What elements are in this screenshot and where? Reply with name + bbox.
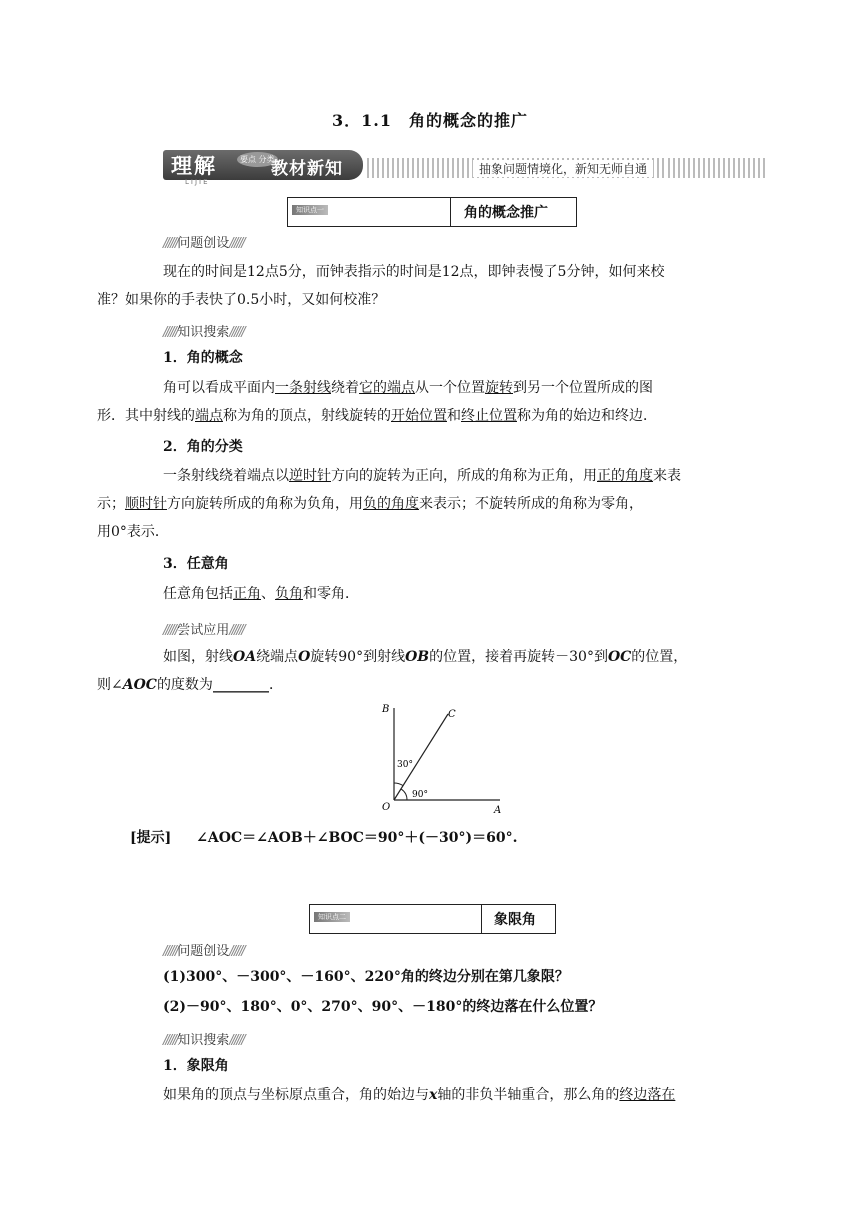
banner-pinyin: LIJIE [185, 178, 210, 186]
kp-left-cell [310, 905, 482, 933]
section-label-search: //////知识搜索////// [163, 325, 244, 340]
question-2-1: (1)300°、－300°、－160°、220°角的终边分别在第几象限？ [163, 969, 569, 985]
arc-90 [401, 789, 407, 800]
banner-stripes-tail [668, 158, 768, 178]
kp-title: 角的概念推广 [464, 205, 548, 221]
hint-text: ∠AOC＝∠AOB＋∠BOC＝90°＋(－30°)＝60°. [196, 830, 518, 846]
banner-slogan: 抽象问题情境化，新知无师自通 [473, 160, 653, 177]
hint-label: [提示] [130, 830, 172, 846]
question-paragraph-1: 现在的时间是12点5分，而钟表指示的时间是12点，即钟表慢了5分钟，如何来校 准？如果你的手表快了0.5小时，又如何校准？ [97, 264, 665, 308]
label-o: O [382, 802, 391, 813]
kp-left-cell [288, 198, 451, 226]
heading-arbitrary-angle: 3．任意角 [163, 556, 229, 572]
knowledge-point-box-2 [309, 904, 556, 934]
angle-definition-paragraph: 角可以看成平面内一条射线绕着它的端点从一个位置旋转到另一个位置所成的图 形．其中射线的端点称为角的顶点，射线旋转的开始位置和终止位置称为角的始边和终边． [97, 380, 657, 424]
heading-angle-concept: 1．角的概念 [163, 350, 243, 366]
section-label-question-2: //////问题创设////// [163, 944, 244, 959]
section-banner [163, 150, 768, 184]
quadrant-paragraph: 如果角的顶点与坐标原点重合，角的始边与x轴的非负半轴重合，那么角的终边落在 [163, 1087, 676, 1103]
label-a: A [494, 805, 502, 816]
kp-tag: 知识点一 [292, 205, 328, 215]
banner-badge: 要点 分类 [237, 152, 278, 167]
try-paragraph: 如图，射线OA绕端点O旋转90°到射线OB的位置，接着再旋转－30°到OC的位置， 则∠AOC的度数为________． [97, 649, 688, 693]
question-2-2: (2)－90°、180°、0°、270°、90°、－180°的终边落在什么位置？ [163, 999, 603, 1015]
section-label-question: //////问题创设////// [163, 236, 244, 251]
label-30deg: 30° [397, 760, 413, 770]
banner-main-text: 教材新知 [271, 159, 343, 179]
heading-quadrant-angle: 1．象限角 [163, 1058, 229, 1074]
page-title: 3．1.1 角的概念的推广 [332, 111, 528, 130]
classification-paragraph: 一条射线绕着端点以逆时针方向的旋转为正向，所成的角称为正角，用正的角度来表 示；顺时针方向旋转所成的角称为负角，用负的角度来表示；不旋转所成的角称为零角， 用0°表示． [97, 468, 681, 540]
knowledge-point-box-1 [287, 197, 577, 227]
angle-figure [370, 700, 520, 820]
kp-title: 象限角 [494, 912, 536, 928]
label-b: B [382, 704, 390, 715]
arc-30 [394, 783, 403, 786]
hint-line [130, 824, 700, 852]
label-90deg: 90° [412, 790, 428, 800]
arbitrary-angle-paragraph: 任意角包括正角、负角和零角． [163, 586, 359, 602]
heading-angle-classification: 2．角的分类 [163, 439, 243, 455]
section-label-search-2: //////知识搜索////// [163, 1033, 244, 1048]
kp-tag: 知识点二 [314, 912, 350, 922]
ray-oc [394, 714, 448, 800]
banner-lijie: 理解 [171, 154, 217, 178]
section-label-try: //////尝试应用////// [163, 623, 244, 638]
label-c: C [448, 709, 456, 720]
